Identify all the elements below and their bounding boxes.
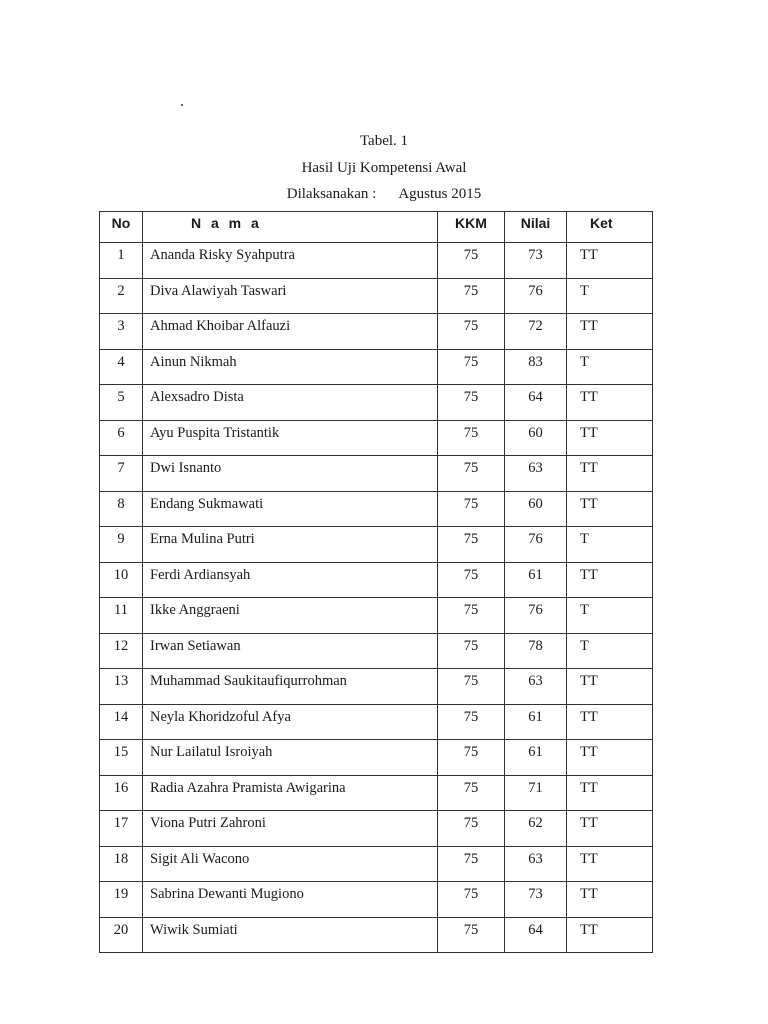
cell-nama: Diva Alawiyah Taswari <box>143 278 438 314</box>
table-row <box>100 491 653 527</box>
table-header-row <box>100 212 653 243</box>
cell-nilai: 61 <box>505 562 567 598</box>
cell-ket: TT <box>567 385 653 421</box>
cell-no: 3 <box>100 314 143 350</box>
cell-kkm: 75 <box>438 882 505 918</box>
date-value: Agustus 2015 <box>398 186 482 202</box>
cell-nilai: 64 <box>505 917 567 953</box>
header-ket: Ket <box>567 212 653 243</box>
cell-nilai: 61 <box>505 740 567 776</box>
cell-kkm: 75 <box>438 740 505 776</box>
cell-nilai: 62 <box>505 811 567 847</box>
cell-ket: TT <box>567 846 653 882</box>
cell-kkm: 75 <box>438 846 505 882</box>
table-row <box>100 882 653 918</box>
table-caption-date <box>0 186 768 203</box>
table-row <box>100 775 653 811</box>
table-row <box>100 633 653 669</box>
table-row <box>100 669 653 705</box>
cell-kkm: 75 <box>438 811 505 847</box>
cell-nilai: 73 <box>505 243 567 279</box>
cell-no: 17 <box>100 811 143 847</box>
header-nama: N a m a <box>143 212 438 243</box>
cell-nama: Sigit Ali Wacono <box>143 846 438 882</box>
cell-nama: Radia Azahra Pramista Awigarina <box>143 775 438 811</box>
cell-ket: TT <box>567 314 653 350</box>
cell-ket: TT <box>567 917 653 953</box>
cell-nama: Viona Putri Zahroni <box>143 811 438 847</box>
table-row <box>100 385 653 421</box>
cell-no: 20 <box>100 917 143 953</box>
cell-nilai: 63 <box>505 456 567 492</box>
cell-no: 18 <box>100 846 143 882</box>
cell-kkm: 75 <box>438 633 505 669</box>
cell-no: 9 <box>100 527 143 563</box>
cell-ket: TT <box>567 491 653 527</box>
cell-kkm: 75 <box>438 314 505 350</box>
cell-no: 14 <box>100 704 143 740</box>
table-caption-number: Tabel. 1 <box>359 133 409 149</box>
cell-kkm: 75 <box>438 562 505 598</box>
cell-kkm: 75 <box>438 278 505 314</box>
table-row <box>100 314 653 350</box>
cell-nama: Ainun Nikmah <box>143 349 438 385</box>
cell-ket: TT <box>567 775 653 811</box>
cell-kkm: 75 <box>438 385 505 421</box>
cell-nilai: 76 <box>505 278 567 314</box>
table-row <box>100 278 653 314</box>
table-row <box>100 243 653 279</box>
cell-ket: TT <box>567 882 653 918</box>
cell-kkm: 75 <box>438 456 505 492</box>
cell-nama: Muhammad Saukitaufiqurrohman <box>143 669 438 705</box>
cell-kkm: 75 <box>438 349 505 385</box>
cell-no: 7 <box>100 456 143 492</box>
cell-nama: Alexsadro Dista <box>143 385 438 421</box>
cell-ket: TT <box>567 704 653 740</box>
cell-ket: T <box>567 278 653 314</box>
cell-nilai: 72 <box>505 314 567 350</box>
table-caption-title: Hasil Uji Kompetensi Awal <box>301 160 467 176</box>
cell-no: 10 <box>100 562 143 598</box>
cell-kkm: 75 <box>438 527 505 563</box>
cell-nama: Sabrina Dewanti Mugiono <box>143 882 438 918</box>
cell-nilai: 83 <box>505 349 567 385</box>
cell-kkm: 75 <box>438 491 505 527</box>
cell-nama: Wiwik Sumiati <box>143 917 438 953</box>
cell-nama: Erna Mulina Putri <box>143 527 438 563</box>
cell-kkm: 75 <box>438 775 505 811</box>
results-table <box>99 211 653 953</box>
table-row <box>100 456 653 492</box>
cell-no: 15 <box>100 740 143 776</box>
table-row <box>100 740 653 776</box>
cell-nilai: 73 <box>505 882 567 918</box>
table-row <box>100 562 653 598</box>
page-speck <box>181 104 183 106</box>
cell-no: 5 <box>100 385 143 421</box>
cell-nama: Ayu Puspita Tristantik <box>143 420 438 456</box>
cell-nilai: 61 <box>505 704 567 740</box>
cell-kkm: 75 <box>438 598 505 634</box>
cell-nama: Dwi Isnanto <box>143 456 438 492</box>
cell-no: 16 <box>100 775 143 811</box>
table-row <box>100 598 653 634</box>
cell-ket: T <box>567 349 653 385</box>
cell-nilai: 60 <box>505 420 567 456</box>
table-row <box>100 846 653 882</box>
table-row <box>100 704 653 740</box>
cell-nilai: 76 <box>505 527 567 563</box>
table-body <box>100 243 653 953</box>
cell-no: 11 <box>100 598 143 634</box>
cell-no: 19 <box>100 882 143 918</box>
cell-no: 12 <box>100 633 143 669</box>
table-row <box>100 917 653 953</box>
table-row <box>100 349 653 385</box>
cell-nama: Ahmad Khoibar Alfauzi <box>143 314 438 350</box>
cell-nama: Nur Lailatul Isroiyah <box>143 740 438 776</box>
cell-ket: TT <box>567 669 653 705</box>
cell-no: 4 <box>100 349 143 385</box>
cell-no: 1 <box>100 243 143 279</box>
cell-nilai: 78 <box>505 633 567 669</box>
cell-nama: Endang Sukmawati <box>143 491 438 527</box>
cell-no: 2 <box>100 278 143 314</box>
table-row <box>100 527 653 563</box>
cell-ket: T <box>567 527 653 563</box>
cell-kkm: 75 <box>438 669 505 705</box>
cell-nilai: 71 <box>505 775 567 811</box>
cell-nama: Neyla Khoridzoful Afya <box>143 704 438 740</box>
cell-ket: TT <box>567 562 653 598</box>
cell-ket: TT <box>567 456 653 492</box>
cell-nilai: 60 <box>505 491 567 527</box>
cell-ket: TT <box>567 420 653 456</box>
cell-kkm: 75 <box>438 704 505 740</box>
cell-no: 6 <box>100 420 143 456</box>
header-no: No <box>100 212 143 243</box>
table-row <box>100 420 653 456</box>
cell-ket: T <box>567 633 653 669</box>
cell-nilai: 63 <box>505 669 567 705</box>
table-row <box>100 811 653 847</box>
cell-kkm: 75 <box>438 243 505 279</box>
cell-no: 13 <box>100 669 143 705</box>
cell-ket: TT <box>567 811 653 847</box>
cell-nama: Irwan Setiawan <box>143 633 438 669</box>
cell-nilai: 64 <box>505 385 567 421</box>
header-kkm: KKM <box>438 212 505 243</box>
date-label: Dilaksanakan : <box>286 186 377 202</box>
cell-no: 8 <box>100 491 143 527</box>
cell-ket: T <box>567 598 653 634</box>
cell-nilai: 76 <box>505 598 567 634</box>
cell-ket: TT <box>567 740 653 776</box>
cell-nama: Ananda Risky Syahputra <box>143 243 438 279</box>
cell-nilai: 63 <box>505 846 567 882</box>
cell-kkm: 75 <box>438 917 505 953</box>
cell-nama: Ikke Anggraeni <box>143 598 438 634</box>
cell-ket: TT <box>567 243 653 279</box>
header-nilai: Nilai <box>505 212 567 243</box>
cell-nama: Ferdi Ardiansyah <box>143 562 438 598</box>
cell-kkm: 75 <box>438 420 505 456</box>
